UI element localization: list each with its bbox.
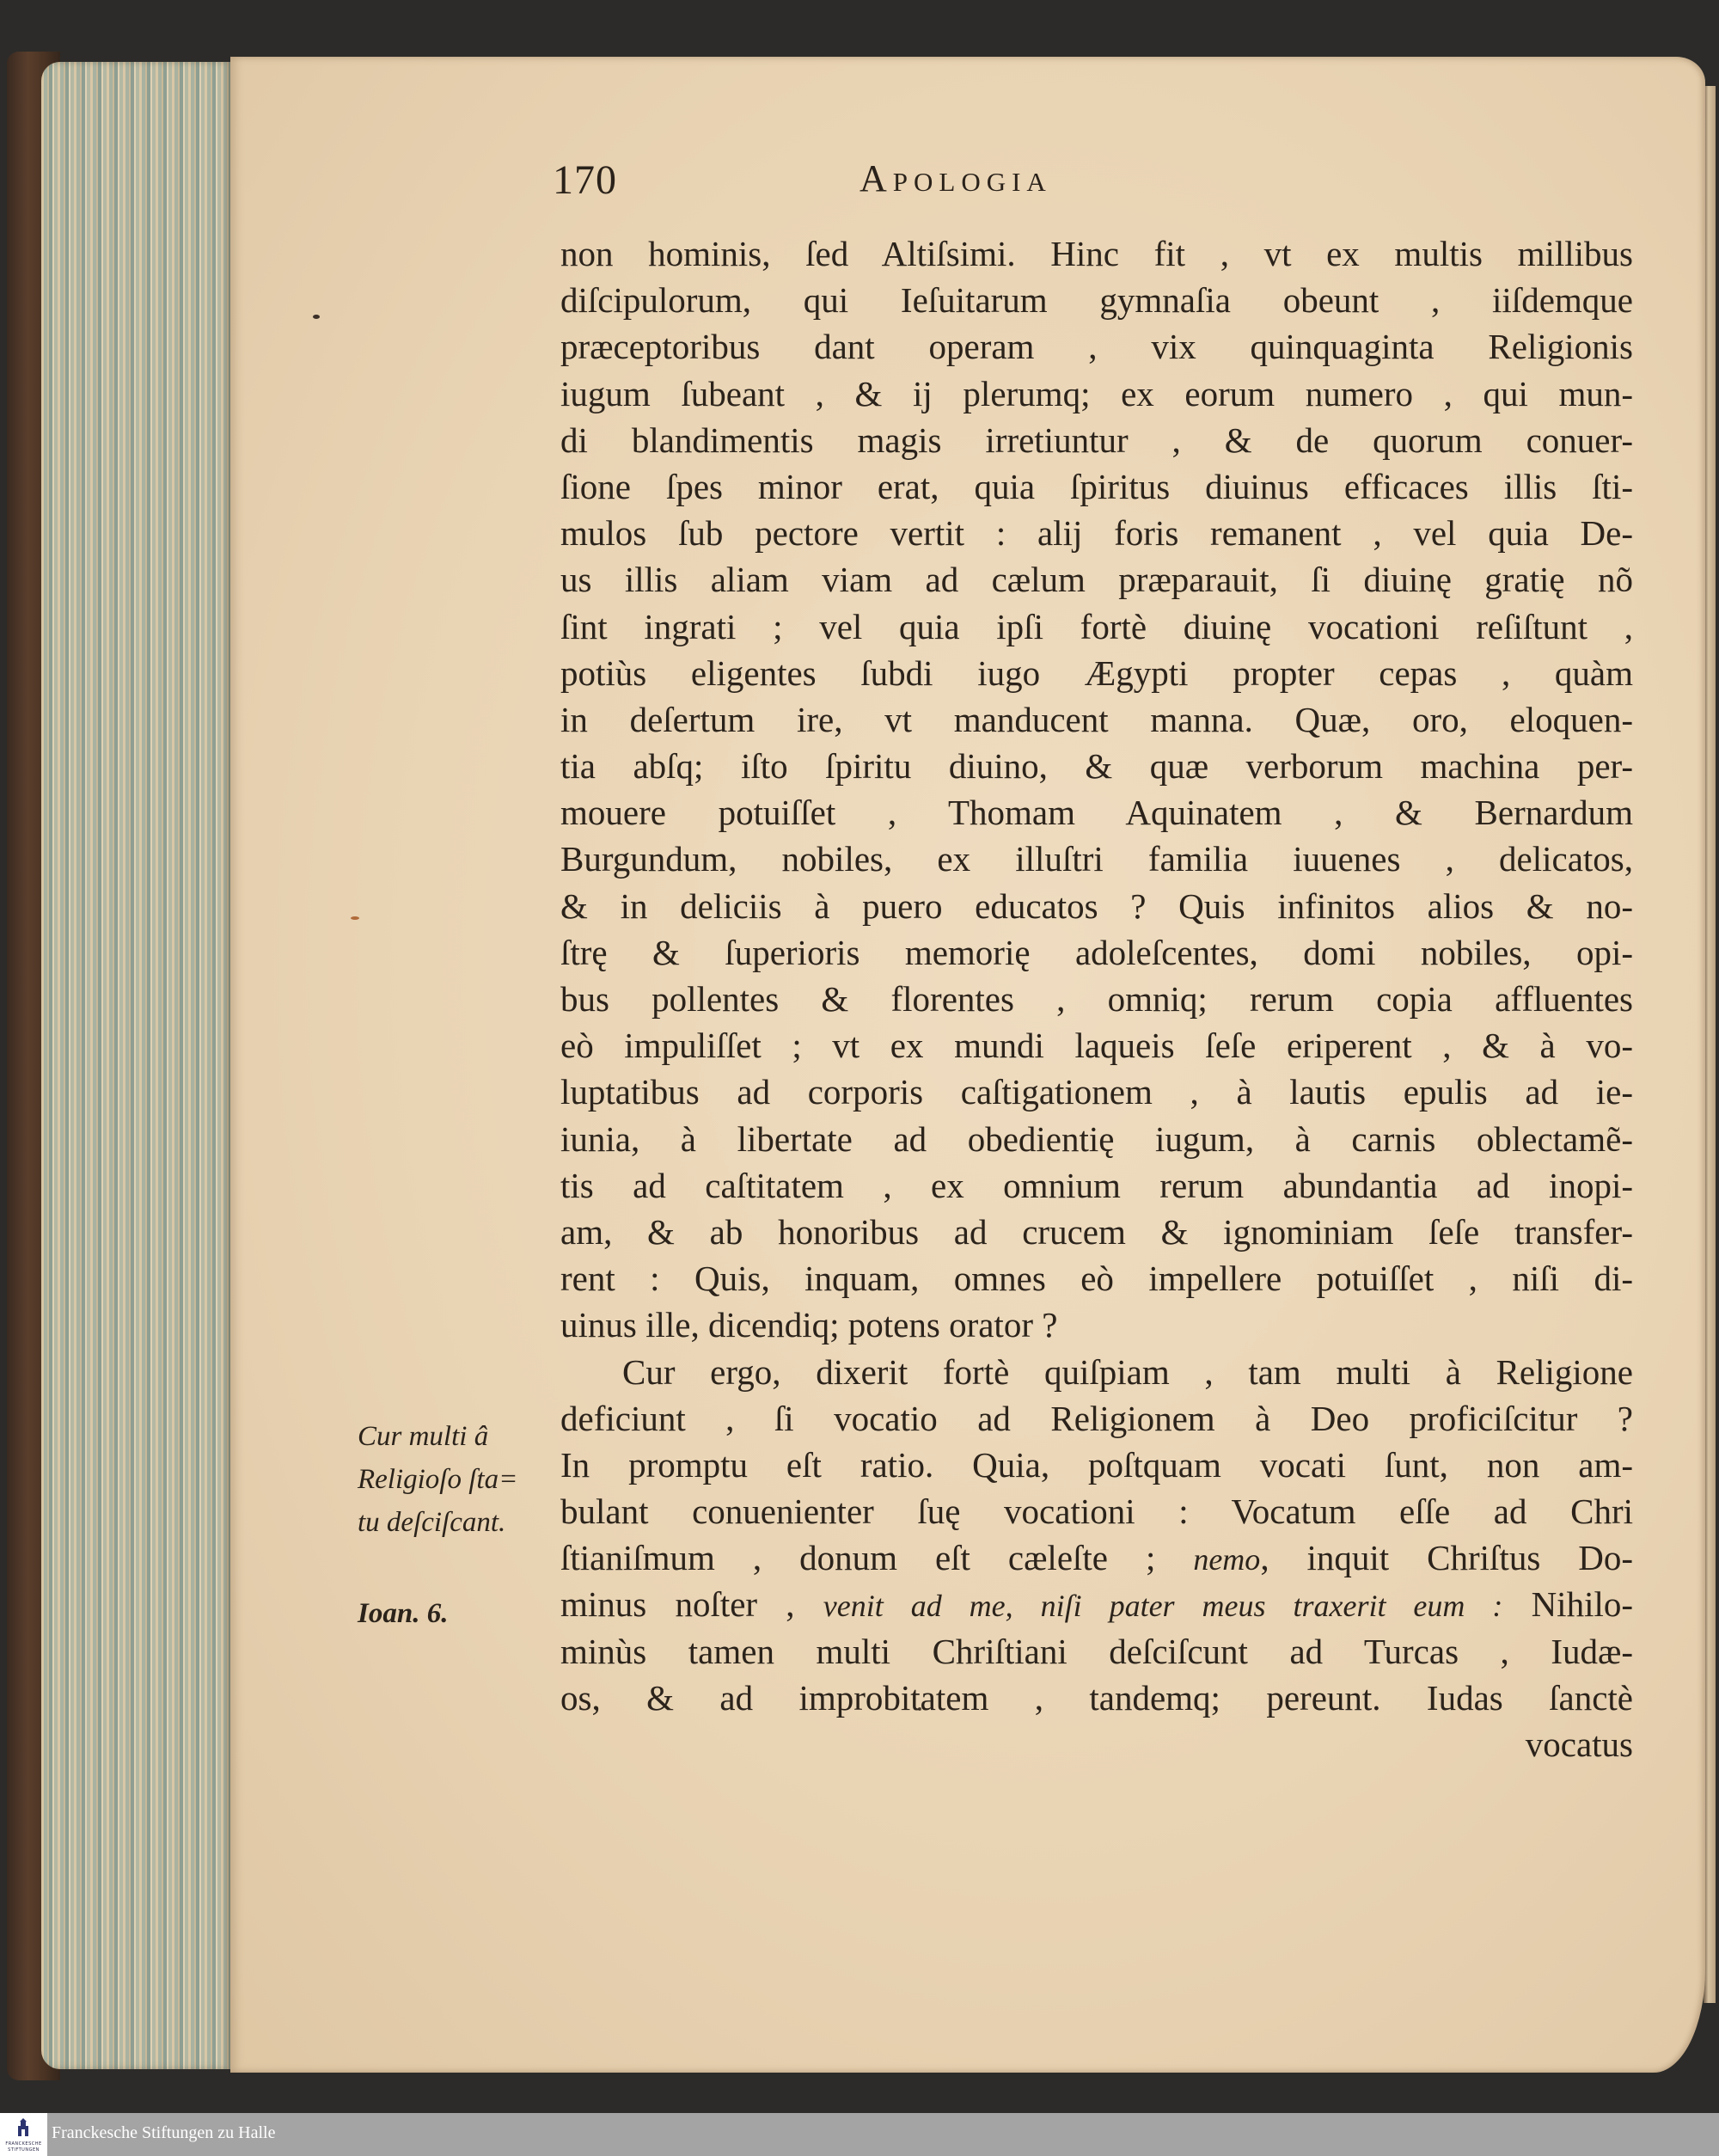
text-line: Burgundum, nobiles, ex illuſtri familia iuuenes , delicatos, <box>560 839 1633 879</box>
text-line: os, & ad improbitatem , tandemq; pereunt. Iudas ſanctè <box>560 1677 1633 1718</box>
text-line: in deſertum ire, vt manducent manna. Quæ, oro, eloquen- <box>560 699 1633 739</box>
text-line: di blandimentis magis irretiuntur , & de quorum conuer- <box>560 420 1633 460</box>
text-line-with-quote <box>560 1534 1633 1581</box>
text-line: bulant conuenienter ſuę vocationi : Vocatum eſſe ad Chri <box>560 1491 1633 1532</box>
institution-logo[interactable] <box>0 2113 47 2156</box>
next-page-edge <box>1704 86 1716 2003</box>
text-line: tia abſq; iſto ſpiritu diuino, & quæ verborum machina per- <box>560 746 1633 787</box>
text-line: uinus ille, dicendiq; potens orator ? <box>560 1305 1058 1345</box>
foundation-building-icon <box>16 2118 30 2137</box>
text-segment: ſtianiſmum , donum eſt cæleſte ; <box>560 1538 1156 1578</box>
text-line-with-quote <box>560 1581 1633 1627</box>
paper-speck <box>313 315 320 319</box>
text-line: mouere potuiſſet , Thomam Aquinatem , & Bernardum <box>560 793 1633 833</box>
text-line: potiùs eligentes ſubdi iugo Ægypti propter cepas , quàm <box>560 652 1633 693</box>
footer-bar <box>0 2113 1719 2156</box>
running-title: Apologia <box>860 157 1052 199</box>
text-line: mulos ſub pectore vertit : alij foris remanent , vel quia De- <box>560 513 1633 554</box>
text-line: præceptoribus dant operam , vix quinquaginta Religionis <box>560 327 1633 367</box>
text-line: In promptu eſt ratio. Quia, poſtquam vocati ſunt, non am- <box>560 1444 1633 1485</box>
text-segment: Nihilo- <box>1502 1584 1634 1625</box>
running-head <box>0 156 1719 208</box>
page-number: 170 <box>553 157 617 203</box>
text-line: bus pollentes & florentes , omniq; rerum copia affluentes <box>560 979 1633 1019</box>
marginal-note-line: tu deſciſcant. <box>358 1507 506 1538</box>
italic-quote: venit ad me, niſi pater meus traxerit eum : <box>823 1589 1503 1624</box>
text-line: non hominis, ſed Altiſsimi. Hinc fit , vt ex multis millibus <box>560 234 1633 273</box>
marginal-note-line: Cur multi â <box>358 1421 489 1452</box>
italic-quote: nemo <box>1193 1542 1261 1577</box>
text-segment: minus noſter , <box>560 1584 795 1625</box>
text-line: am, & ab honoribus ad crucem & ignominiam ſeſe transfer- <box>560 1211 1633 1252</box>
text-line: luptatibus ad corporis caſtigationem , à lautis epulis ad ie- <box>560 1072 1633 1112</box>
text-line: & in deliciis à puero educatos ? Quis infinitos alios & no- <box>560 885 1633 926</box>
paper-speck <box>351 916 359 920</box>
text-line-paragraph-start: Cur ergo, dixerit fortè quiſpiam , tam multi à Religione <box>622 1351 1633 1392</box>
marginal-notes <box>358 1415 564 1635</box>
logo-wordmark: STIFTUNGEN <box>8 2147 40 2153</box>
text-line: ſione ſpes minor erat, quia ſpiritus diuinus efficaces illis ſti- <box>560 466 1633 506</box>
text-line: rent : Quis, inquam, omnes eò impellere potuiſſet , niſi di- <box>560 1259 1633 1299</box>
text-line: minùs tamen multi Chriſtiani deſciſcunt ad Turcas , Iudæ- <box>560 1631 1633 1671</box>
text-line: iugum ſubeant , & ij plerumq; ex eorum numero , qui mun- <box>560 373 1633 413</box>
page-block-edges <box>41 62 232 2069</box>
marginal-scripture-reference: Ioan. 6. <box>358 1598 449 1629</box>
body-text <box>560 230 1633 1767</box>
logo-wordmark: FRANCKESCHE <box>5 2141 42 2147</box>
text-line: deficiunt , ſi vocatio ad Religionem à Deo proficiſcitur ? <box>560 1398 1633 1438</box>
text-line: diſcipulorum, qui Ieſuitarum gymnaſia obeunt , iiſdemque <box>560 280 1633 321</box>
text-line: eò impuliſſet ; vt ex mundi laqueis ſeſe eriperent , & à vo- <box>560 1026 1633 1066</box>
text-line: ſtrę & ſuperioris memorię adoleſcentes, domi nobiles, opi- <box>560 932 1633 972</box>
text-line: ſint ingrati ; vel quia ipſi fortè diuinę vocationi reſiſtunt , <box>560 606 1633 646</box>
text-line: us illis aliam viam ad cælum præparauit, ſi diuinę gratię nõ <box>560 560 1633 600</box>
text-line: iunia, à libertate ad obedientię iugum, à carnis oblectamẽ- <box>560 1118 1633 1159</box>
text-segment: , inquit Chriſtus Do- <box>1260 1538 1634 1578</box>
text-line: tis ad caſtitatem , ex omnium rerum abundantia ad inopi- <box>560 1165 1633 1205</box>
marginal-note-line: Religioſo ſta= <box>358 1464 518 1495</box>
catchword: vocatus <box>1525 1724 1633 1764</box>
institution-name: Franckesche Stiftungen zu Halle <box>52 2123 276 2142</box>
